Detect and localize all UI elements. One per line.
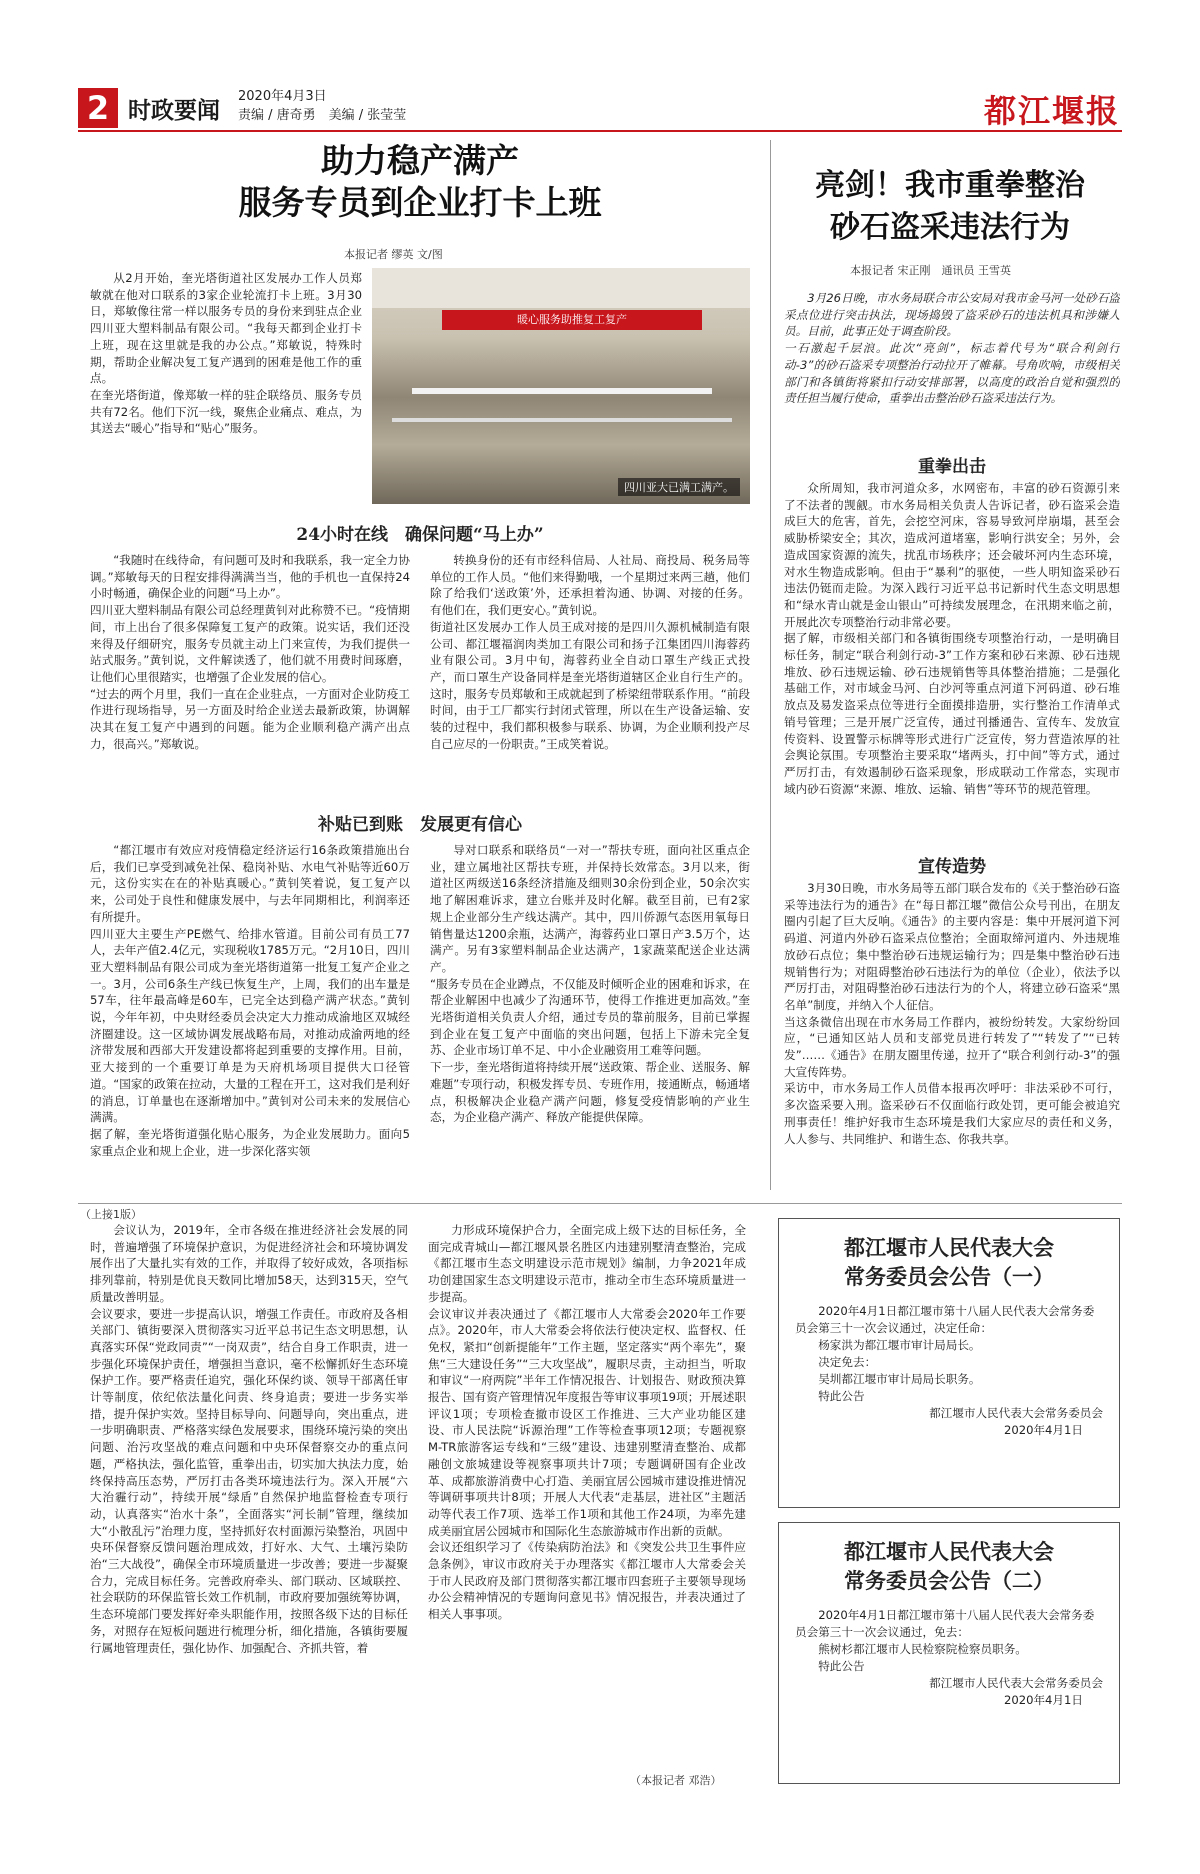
article2-lead [784, 290, 1120, 440]
article3-byline: （本报记者 邓浩） [630, 1774, 722, 1787]
article1-section2-left-text: “都江堰市有效应对疫情稳定经济运行16条政策措施出台后，我们已享受到减免社保、稳岗补贴、水电气补贴等近60万元，这份实实在在的补贴真暖心。”黄钊笑着说，复工复产以来，公司处于良性和健康发展中，与去年同期相比，利润率还有所提升。 四川亚大主要生产PE燃气、给排水管道。目前公司有员工77人，去年产值2.4亿元，实现税收1785万元。“2月10日，四川亚大塑料制品有限公司成为奎光塔街道第一批复工复产企业之一。3月，公司6条生产线已恢复生产，上周，我们的出车量是57车，往年最高峰是60车，已完全达到稳产满产状态。”黄钊说，今年年初，中央财经委员会决定大力推动成渝地区双城经济圈建设。这一区域协调发展战略布局，对推动成渝两地的经济带发展和西部大开发建设都将起到重要的支撑作用。目前，亚大接到的一个重要订单是为天府机场项目提供大口径管道。“国家的政策在拉动，大量的工程在开工，这对我们是利好的消息，订单量也在逐渐增加中。”黄钊对公司未来的发展信心满满。 据了解，奎光塔街道强化贴心服务，为企业发展助力。面向5家重点企业和规上企业，进一步深化落实领 [90, 843, 410, 1158]
article2-lead-text: 3月26日晚，市水务局联合市公安局对我市金马河一处砂石盗采点位进行突击执法，现场捣毁了盗采砂石的违法机具和涉嫌人员。目前，此事正处于调查阶段。 一石激起千层浪。此次“亮剑”，标志着代号为“联合利剑行动-3”的砂石盗采专项整治行动拉开了帷幕。号角吹响，市级相关部门和各镇街将紧扣行动安排部署，以高度的政治自觉和强烈的责任担当履行使命，重拳出击整治砂石盗采违法行为。 [784, 291, 1120, 406]
photo-caption: 四川亚大已满工满产。 [618, 478, 740, 496]
notice1-sign: 都江堰市人民代表大会常务委员会 [929, 1406, 1103, 1420]
notice1-line: 2020年4月1日都江堰市第十八届人民代表大会常务委员会第三十一次会议通过，决定任命： [795, 1304, 1095, 1335]
article1-title-line2: 服务专员到企业打卡上班 [238, 183, 602, 222]
article2-section1-text: 众所周知，我市河道众多，水网密布，丰富的砂石资源引来了不法者的觊觎。市水务局相关负责人告诉记者，砂石盗采会造成巨大的危害，首先，会挖空河床，容易导致河岸崩塌，甚至会威胁桥梁安全；其次，造成河道堵塞，影响行洪安全；另外，会造成国家资源的流失，扰乱市场秩序；还会破坏河内生态环境，对水生物造成影响。但由于“暴利”的驱使，一些人明知盗采砂石违法仍铤而走险。为深入践行习近平总书记新时代生态文明思想和“绿水青山就是金山银山”可持续发展理念，在汛期来临之前，开展此次专项整治行动非常必要。 据了解，市级相关部门和各镇街围绕专项整治行动，一是明确目标任务，制定“联合利剑行动-3”工作方案和砂石来源、砂石违规堆放、砂石违规运输、砂石违规销售等具体整治措施；二是强化基础工作，对市域金马河、白沙河等重点河道下河码道、砂石堆放点及易发盗采点位等进行全面摸排造册，实行整治工作清单式销号管理；三是开展广泛宣传，通过刊播通告、宣传车、发放宣传资料、设置警示标牌等形式进行广泛宣传，努力营造浓厚的社会舆论氛围。专项整治主要采取“堵两头，打中间”等方式，通过严厉打击，有效遏制砂石盗采现象，形成联动工作常态，实现市域内砂石资源“来源、堆放、运输、销售”等环节的规范管理。 [784, 481, 1120, 796]
article1-section2-right-text: 导对口联系和联络员“一对一”帮扶专班，面向社区重点企业，建立属地社区帮扶专班，并保持长效常态。3月以来，街道社区两级送16条经济措施及细则30余份到企业，50余次实地了解困难诉求，建立台账并及时化解。截至目前，已有2家规上企业部分生产线达满产。其中，四川侨源气态医用氧每日销售量达1200余瓶，达满产，海蓉药业口罩日产3.5万个，达满产。另有3家塑料制品企业达满产，1家蔬菜配送企业达满产。 “服务专员在企业蹲点，不仅能及时倾听企业的困难和诉求，在帮企业解困中也减少了沟通环节，使得工作推进更加高效。”奎光塔街道相关负责人介绍，通过专员的靠前服务，目前已掌握到企业在复工复产中面临的突出问题，包括上下游未完全复苏、企业市场订单不足、中小企业融资用工难等问题。 下一步，奎光塔街道将持续开展“送政策、帮企业、送服务、解难题”专项行动，积极发挥专员、专班作用，接通断点，畅通堵点，积极解决企业稳产满产问题，修复受疫情影响的产业生态，为企业稳产满产、释放产能提供保障。 [430, 843, 750, 1125]
issue-date: 2020年4月3日 [238, 89, 327, 104]
notice1-title [795, 1233, 1103, 1291]
notice2-line: 熊树杉都江堰市人民检察院检察员职务。 [818, 1642, 1027, 1656]
article1-photo [372, 268, 750, 504]
article1-subheading1: 24小时在线 确保问题“马上办” [296, 525, 544, 545]
article2-subheading1: 重拳出击 [918, 457, 986, 477]
continued-note: （上接1版） [80, 1208, 142, 1221]
notice1-title-line1: 都江堰市人民代表大会 [844, 1235, 1054, 1260]
notice2-date: 2020年4月1日 [1003, 1693, 1083, 1707]
notice1-line: 特此公告 [818, 1389, 865, 1403]
section-divider [78, 1203, 1122, 1204]
article1-section1-left [90, 552, 410, 802]
column-divider [770, 140, 771, 1190]
notice1-line: 吴圳都江堰市审计局局长职务。 [818, 1372, 981, 1386]
article2-section1 [784, 480, 1120, 840]
article2-byline: 本报记者 宋正刚 通讯员 王雪英 [850, 264, 1011, 277]
article3-right-text: 力形成环境保护合力，全面完成上级下达的目标任务，全面完成青城山—都江堰风景名胜区内违建别墅清查整治，完成《都江堰市生态文明建设示范市规划》编制，力争2021年成功创建国家生态文明建设示范市，推动全市生态环境质量进一步提高。 会议审议并表决通过了《都江堰市人大常委会2020年工作要点》。2020年，市人大常委会将依法行使决定权、监督权、任免权，紧扣“创新提能年”工作主题，坚定落实“两个率先”，聚焦“三大建设任务”“三大攻坚战”，履职尽责，主动担当，听取和审议“一府两院”半年工作情况报告、计划报告、财政预决算报告、国有资产管理情况年度报告等审议事项19项；开展述职评议1项；专项检查撤市设区工作推进、三大产业功能区建设、市人民法院“诉源治理”工作等检查事项12项；专题视察M-TR旅游客运专线和“三级”建设、违建别墅清查整治、成都融创文旅城建设等视察事项共计7项；专题调研国有企业改革、成都旅游消费中心打造、美丽宜居公园城市建设推进情况等调研事项共计8项；开展人大代表“走基层，进社区”主题活动等代表工作7项、选举工作1项和其他工作24项，为率先建成美丽宜居公园城市和国际化生态旅游城市作出新的贡献。 会议还组织学习了《传染病防治法》和《突发公共卫生事件应急条例》，审议市政府关于办理落实《都江堰市人大常委会关于市人民政府及部门贯彻落实都江堰市四套班子主要领导现场办公会精神情况的专题询问意见书》情况报告，并表决通过了相关人事事项。 [428, 1223, 746, 1622]
notice1-line: 杨家洪为都江堰市审计局局长。 [818, 1338, 981, 1352]
notice1-date: 2020年4月1日 [1003, 1423, 1083, 1437]
article2-title-line1: 亮剑！我市重拳整治 [815, 168, 1085, 203]
article1-title [90, 140, 750, 224]
notice-box-1 [778, 1218, 1120, 1508]
article1-section1-right [430, 552, 750, 802]
article3-right [428, 1222, 746, 1770]
article1-section1-right-text: 转换身份的还有市经科信局、人社局、商投局、税务局等单位的工作人员。“他们来得勤哦，一个星期过来两三趟，他们除了给我们‘送政策’外，还承担着沟通、协调、对接的任务。有他们在，我们更安心。”黄钊说。 街道社区发展办工作人员王成对接的是四川久源机械制造有限公司、都江堰福润肉类加工有限公司和扬子江集团四川海蓉药业有限公司。3月中旬，海蓉药业全自动口罩生产线正式投产，而口罩生产设备同样是奎光塔街道辖区企业自行生产的。这时，服务专员郑敏和王成就起到了桥梁纽带联系作用。“前段时间，由于工厂都实行封闭式管理，所以在生产设备运输、安装的过程中，我们都积极参与联系、协调，为企业顺利投产尽自己应尽的一份职责。”王成笑着说。 [430, 553, 750, 751]
section-title: 时政要闻 [128, 98, 220, 124]
article2-title-line2: 砂石盗采违法行为 [830, 210, 1070, 245]
factory-roof [372, 268, 750, 308]
header-rule [78, 130, 1122, 132]
article1-section2-left [90, 842, 410, 1192]
notice2-line: 2020年4月1日都江堰市第十八届人民代表大会常务委员会第三十一次会议通过，免去： [795, 1608, 1095, 1639]
article1-section2-right [430, 842, 750, 1192]
notice-box-2 [778, 1522, 1120, 1784]
article3-left-text: 会议认为，2019年，全市各级在推进经济社会发展的同时，普遍增强了环境保护意识，为促进经济社会和环境协调发展作出了大量扎实有效的工作，并取得了较好成效，各项指标排列靠前，特别是优良天数同比增加58天，达到315天，空气质量改善明显。 会议要求，要进一步提高认识，增强工作责任。市政府及各相关部门、镇街要深入贯彻落实习近平总书记生态文明思想，认真落实环保“党政同责”“一岗双责”，结合自身工作职责，进一步强化环境保护责任，增强担当意识，毫不松懈抓好生态环境保护工作。要严格责任追究，强化环保约谈、领导干部离任审计等制度，依纪依法量化问责、终身追责；要进一步务实举措，提升保护实效。坚持目标导向、问题导向，突出重点，进一步明确职责、严格落实绿色发展要求，围绕环境污染的突出问题、治污攻坚战的难点问题和中央环保督察交办的重点问题，严格执法，强化监管，重拳出击，切实加大执法力度，始终保持高压态势，严厉打击各类环境违法行为。深入开展“六大治霾行动”，持续开展“绿盾”自然保护地监督检查专项行动，认真落实“治水十条”，全面落实“河长制”管理，继续加大“小散乱污”治理力度，坚持抓好农村面源污染整治，巩固中央环保督察反馈问题治理成效，打好水、大气、土壤污染防治“三大战役”，确保全市环境质量进一步改善；要进一步凝聚合力，完成目标任务。完善政府牵头、部门联动、区域联控、社会联防的环保监管长效工作机制，市政府要加强统筹协调，生态环境部门要发挥好牵头职能作用，按照各级下达的目标任务，对照存在短板问题进行梳理分析，细化措施，各镇街要履行属地管理责任，强化协作、加强配合、齐抓共管，着 [90, 1223, 408, 1655]
editors-line: 责编 / 唐奇勇 美编 / 张莹莹 [238, 108, 407, 123]
page-number: 2 [78, 88, 118, 128]
notice1-title-line2: 常务委员会公告（一） [844, 1264, 1054, 1289]
notice2-title-line2: 常务委员会公告（二） [844, 1568, 1054, 1593]
masthead-logo: 都江堰报 [983, 92, 1120, 130]
article2-section2 [784, 880, 1120, 1190]
article2-section2-text: 3月30日晚，市水务局等五部门联合发布的《关于整治砂石盗采等违法行为的通告》在“每日都江堰”微信公众号刊出，在朋友圈内引起了巨大反响。《通告》的主要内容是：集中开展河道下河码道、河道内外砂石盗采点位整治；全面取缔河道内、外违规堆放砂石点位；集中整治砂石违规运输行为；四是集中整治砂石违规销售行为；对阻碍整治砂石违法行为的单位（企业），依法予以严厉打击，对阻碍整治砂石违法行为的个人，将建立砂石盗采“黑名单”制度，并纳入个人征信。 当这条微信出现在市水务局工作群内，被纷纷转发。大家纷纷回应，“已通知区站人员和支部党员进行转发了”“转发了”“已转发”……《通告》在朋友圈里传递，拉开了“联合利剑行动-3”的强大宣传阵势。 采访中，市水务局工作人员借本报再次呼吁：非法采砂不可行，多次盗采要入刑。盗采砂石不仅面临行政处罚，更可能会被追究刑事责任！维护好我市生态环境是我们大家应尽的责任和义务，人人参与、共同维护、和谐生态、你我共享。 [784, 881, 1120, 1146]
factory-line [392, 418, 732, 422]
article1-lead [90, 270, 362, 470]
notice2-sign: 都江堰市人民代表大会常务委员会 [929, 1676, 1103, 1690]
photo-banner: 暖心服务助推复工复产 [442, 310, 702, 330]
notice2-line: 特此公告 [818, 1659, 865, 1673]
article1-section1-left-text: “我随时在线待命，有问题可及时和我联系，我一定全力协调。”郑敏每天的日程安排得满满当当，他的手机也一直保持24小时畅通，确保企业的问题“马上办”。 四川亚大塑料制品有限公司总经理黄钊对此称赞不已。“疫情期间，市上出台了很多保障复工复产的政策。说实话，我们还没来得及仔细研究，服务专员就主动上门来宣传，为我们提供一站式服务。”黄钊说，文件解读透了，他们就不用费时间琢磨，让他们心里很踏实，也增强了企业发展的信心。 “过去的两个月里，我们一直在企业驻点，一方面对企业防疫工作进行现场指导，另一方面及时给企业送去最新政策，协调解决其在复工复产中遇到的问题。能为企业顺利稳产满产出点力，很高兴。”郑敏说。 [90, 553, 410, 751]
notice1-line: 决定免去： [818, 1355, 877, 1369]
article3-left [90, 1222, 408, 1790]
notice2-title [795, 1537, 1103, 1595]
article2-title [780, 165, 1120, 249]
article1-byline: 本报记者 缪英 文/图 [344, 248, 443, 261]
article2-subheading2: 宣传造势 [918, 857, 986, 877]
notice2-title-line1: 都江堰市人民代表大会 [844, 1539, 1054, 1564]
article1-lead-text: 从2月开始，奎光塔街道社区发展办工作人员郑敏就在他对口联系的3家企业轮流打卡上班。3月30日，郑敏像往常一样以服务专员的身份来到驻点企业四川亚大塑料制品有限公司。“我每天都到企业打卡上班，现在这里就是我的办公点。”郑敏说，特殊时期，帮助企业解决复工复产遇到的困难是他工作的重点。 在奎光塔街道，像郑敏一样的驻企联络员、服务专员共有72名。他们下沉一线，聚焦企业痛点、难点，为其送去“暖心”指导和“贴心”服务。 [90, 271, 362, 436]
factory-line [412, 388, 712, 394]
article1-title-line1: 助力稳产满产 [321, 141, 519, 180]
article1-subheading2: 补贴已到账 发展更有信心 [318, 815, 522, 835]
